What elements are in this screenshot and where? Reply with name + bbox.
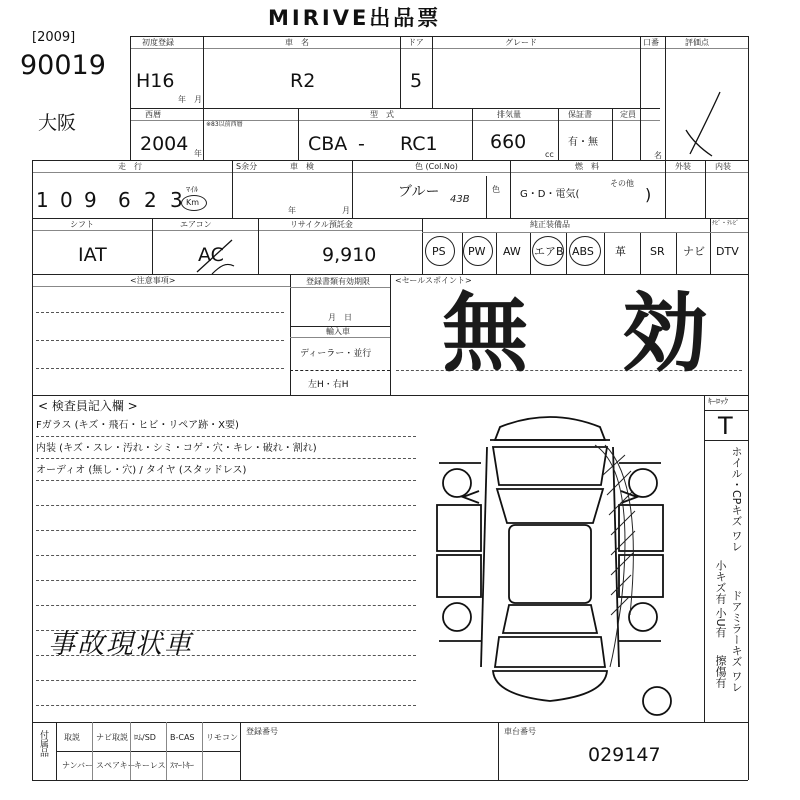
shift-label: シフト [70, 220, 94, 229]
car-name-label: 車 名 [285, 38, 309, 47]
model-type-label: 型 式 [370, 110, 394, 119]
year-badge: [2009] [32, 30, 76, 45]
key-lock-label: ｷｰﾛｯｸ [708, 397, 728, 406]
color-name-value: ブルー [398, 184, 440, 200]
car-diagram [425, 405, 675, 717]
color-label: 色 (Col.No) [415, 162, 458, 171]
inspector-line-2: 内装 (キズ・スレ・汚れ・シミ・コゲ・穴・キレ・破れ・割れ) [36, 443, 317, 454]
shift-value: IAT [78, 244, 107, 266]
car-name-value: R2 [290, 70, 316, 92]
mileage-digit: 1 [36, 188, 49, 212]
footer-side-label: 付属品 [38, 730, 48, 757]
capacity-label: 定員 [620, 110, 636, 119]
model-year-label: 西暦 [145, 110, 161, 119]
warranty-value: 有・無 [568, 137, 598, 148]
mile-unit: ﾏｲﾙ [186, 185, 198, 194]
footer-item-manual: 取説 [64, 733, 80, 742]
reg-expiry-label: 登録書類有効期限 [306, 277, 370, 286]
frame-no-label: 車台番号 [504, 727, 536, 736]
reg-no-label: 登録番号 [246, 727, 278, 736]
inspector-label: < 検査員記入欄 > [38, 399, 138, 413]
circle-ps [425, 236, 455, 266]
circle-airbag [532, 236, 564, 266]
aircon-value: AC [198, 244, 224, 266]
equipment-dtv: DTV [716, 245, 739, 258]
vertical-note-1: ホイル・CPキズ ワレ [730, 446, 743, 552]
equipment-navi: ナビ [683, 245, 705, 258]
inspection-year-unit: 年 [288, 206, 296, 215]
doors-value: 5 [410, 70, 423, 92]
void-stamp: 無 効 [442, 283, 712, 384]
key-lock-value: T [718, 412, 733, 440]
circle-abs [569, 236, 601, 266]
recycle-label: リサイクル預託金 [290, 220, 353, 229]
inspector-line-1: Fガラス (キズ・飛石・ヒビ・リペア跡・X要) [36, 420, 239, 431]
handwritten-note: 事故現状車 [48, 629, 193, 660]
cc-unit: cc [545, 150, 554, 159]
year-unit: 年 [178, 95, 186, 104]
exterior-label: 外装 [675, 162, 691, 171]
footer-item-remote: リモコン [206, 733, 238, 742]
inspector-line-3: オーディオ (無し・穴) / タイヤ (スタッドレス) [36, 465, 247, 476]
model-dash: - [358, 133, 365, 155]
mileage-digit: 3 [170, 188, 183, 212]
mileage-label: 走 行 [118, 162, 142, 171]
seller-label: <セールスポイント> [395, 276, 472, 285]
dealer-option: ディーラー・並行 [300, 349, 372, 359]
equipment-aw: AW [503, 245, 521, 258]
inspection-label: 車 検 [290, 162, 314, 171]
frame-no-value: 029147 [588, 744, 661, 766]
vertical-note-3: ドアミラーキズ ワレ [730, 590, 743, 693]
import-label: 輸入車 [326, 327, 350, 336]
month-unit: 月 [194, 95, 202, 104]
mileage-digit: 9 [84, 188, 97, 212]
vertical-note-4: 擦傷有 [714, 655, 727, 688]
fuel-other-label: その他 [610, 179, 634, 188]
aircon-strike [192, 236, 242, 276]
capacity-unit: 名 [654, 151, 662, 160]
footer-item-keyless: キーレス [134, 761, 166, 770]
doors-label: ドア [408, 38, 424, 47]
footer-item-rom: ﾛﾑ/SD [134, 733, 156, 742]
footer-item-smart-key: ｽﾏｰﾄｷｰ [170, 761, 194, 770]
footer-item-bcas: B-CAS [170, 733, 195, 742]
fuel-close: ) [645, 185, 652, 204]
reg-month-day: 月 日 [328, 313, 352, 322]
warranty-label: 保証書 [568, 110, 592, 119]
equipment-airbag: エアB [534, 245, 564, 258]
iro-label: 色 [492, 185, 500, 194]
form-title: MIRIVE出品票 [268, 6, 442, 30]
mileage-digit: 2 [144, 188, 157, 212]
mileage-digit: 0 [60, 188, 73, 212]
equipment-leather: 革 [615, 245, 626, 258]
circle-pw [463, 236, 493, 266]
kuchiban-label: 口番 [643, 38, 659, 47]
displacement-label: 排気量 [497, 110, 521, 119]
km-unit: Km [186, 198, 200, 207]
equipment-abs: ABS [572, 245, 594, 258]
mileage-digit: 6 [118, 188, 131, 212]
steering-option: 左H・右H [308, 380, 349, 390]
inspection-month-unit: 月 [342, 206, 350, 215]
footer-item-spare-key: スペアキー [96, 761, 136, 770]
footer-item-nav-manual: ナビ取説 [96, 733, 128, 742]
fuel-label: 燃 料 [575, 162, 599, 171]
model-year-unit: 年 [194, 149, 202, 158]
mileage-s-label: S余分 [236, 162, 258, 171]
model-code-value: RC1 [400, 133, 438, 155]
model-year-note: ※83以前西暦 [206, 121, 243, 128]
displacement-value: 660 [490, 131, 527, 153]
interior-label: 内装 [715, 162, 731, 171]
location: 大阪 [38, 112, 77, 134]
color-code-value: 43B [450, 194, 470, 205]
footer-item-number: ナンバー [62, 761, 94, 770]
equipment-label: 純正装備品 [530, 220, 570, 229]
first-reg-label: 初度登録 [142, 38, 174, 47]
model-year-value: 2004 [140, 133, 189, 155]
equipment-pw: PW [468, 245, 486, 258]
model-prefix-value: CBA [308, 133, 348, 155]
equipment-sr: SR [650, 245, 665, 258]
recycle-value: 9,910 [322, 244, 377, 266]
score-label: 評価点 [685, 38, 709, 47]
equipment-ps: PS [432, 245, 446, 258]
nav-tv-label: ﾅﾋﾞ・ﾃﾚﾋﾞ [712, 220, 740, 227]
score-x-mark [672, 90, 732, 160]
grade-label: グレード [505, 38, 537, 47]
notes-label: <注意事項> [130, 276, 176, 285]
lot-number: 90019 [20, 50, 106, 81]
first-reg-value: H16 [136, 70, 175, 92]
vertical-note-2: 小キズ有 小U有 [714, 560, 727, 638]
aircon-label: エアコン [180, 220, 212, 229]
fuel-options: G・D・電気( [520, 189, 580, 200]
